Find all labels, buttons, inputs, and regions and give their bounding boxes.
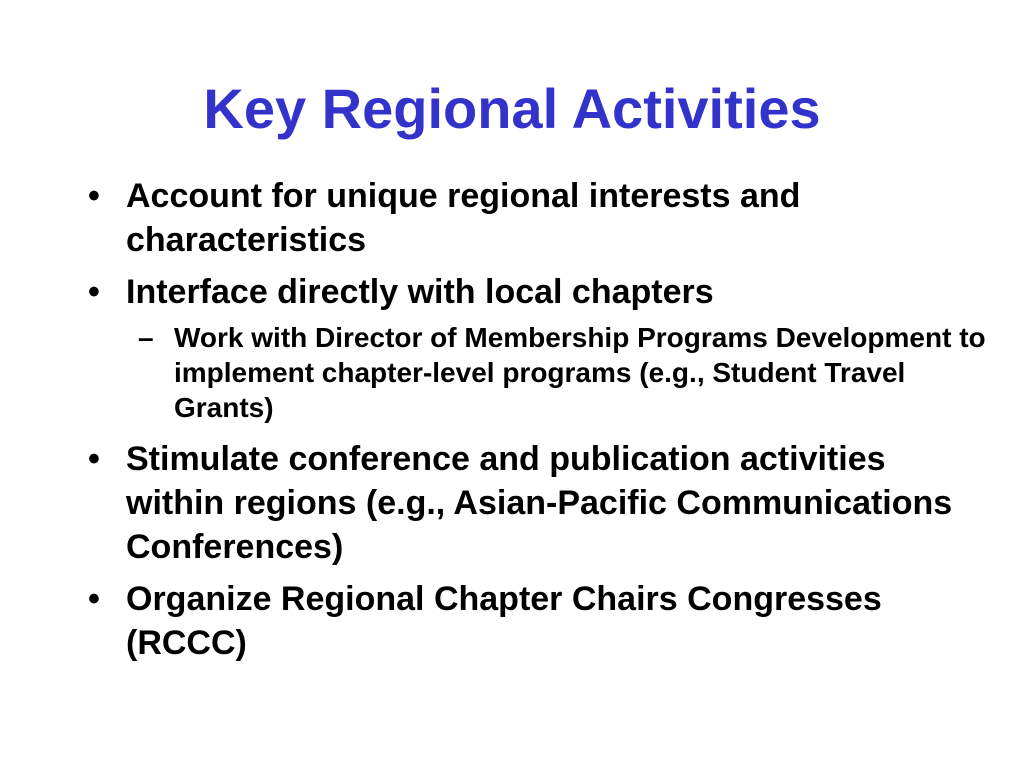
bullet-marker: • xyxy=(88,273,100,311)
bullet-marker: • xyxy=(88,177,100,215)
bullet-item xyxy=(88,577,988,665)
bullet-text: Interface directly with local chapters xyxy=(126,273,714,311)
bullet-item xyxy=(88,437,988,569)
slide-title: Key Regional Activities xyxy=(203,77,821,140)
bullet-item xyxy=(88,270,988,314)
sub-bullet-marker: – xyxy=(138,322,154,353)
bullet-item xyxy=(88,174,988,262)
bullet-text: Organize Regional Chapter Chairs Congresses (RCCC) xyxy=(126,580,882,662)
sub-bullet-item xyxy=(138,320,988,425)
bullet-list xyxy=(88,174,988,673)
bullet-text: Stimulate conference and publication activities within regions (e.g., Asian-Pacific Communications Conferences) xyxy=(126,440,953,566)
bullet-marker: • xyxy=(88,440,100,478)
bullet-marker: • xyxy=(88,580,100,618)
bullet-text: Account for unique regional interests and characteristics xyxy=(126,177,801,259)
sub-bullet-text: Work with Director of Membership Programs Development to implement chapter-level programs (e.g., Student Travel Grants) xyxy=(174,322,986,423)
